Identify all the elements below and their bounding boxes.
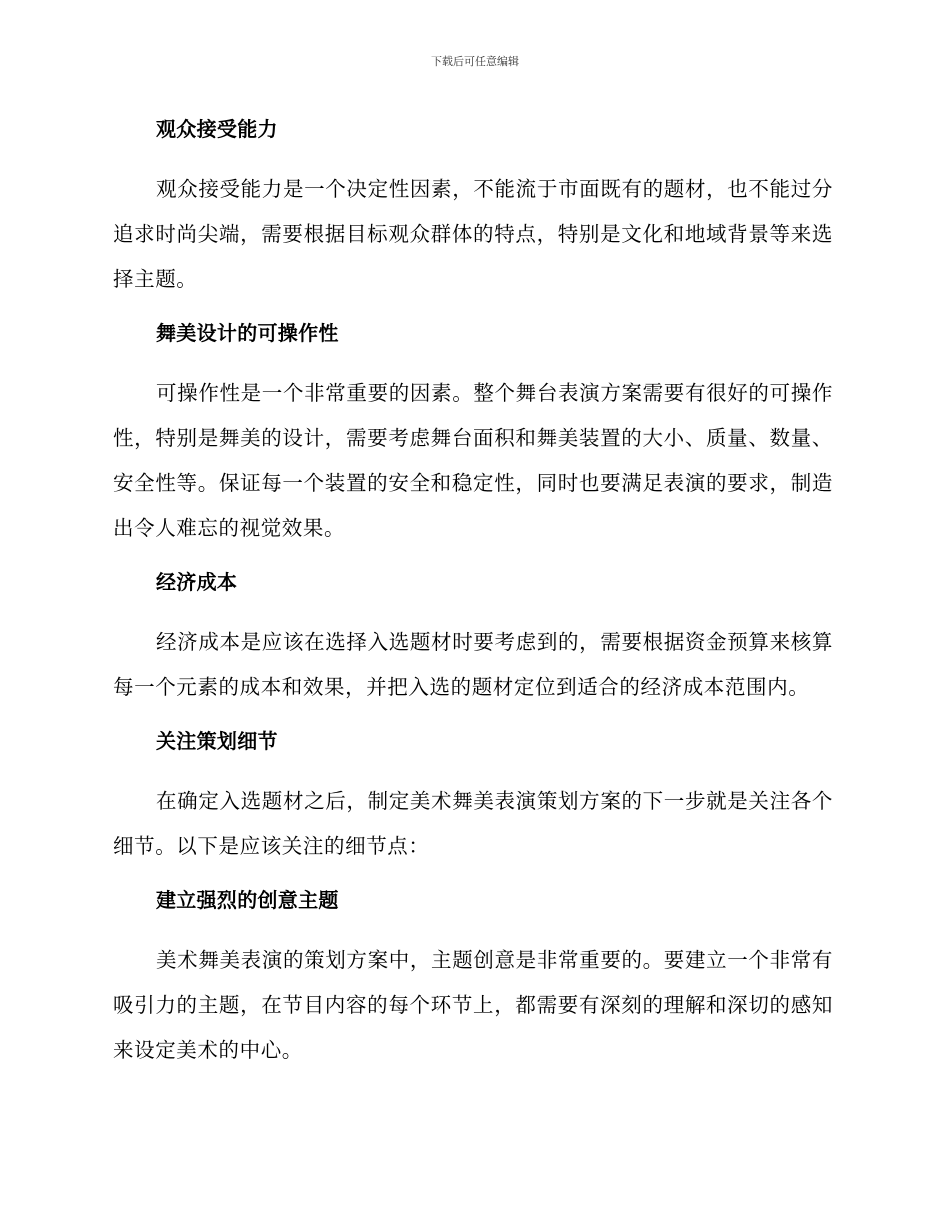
page-header: 下载后可任意编辑 [431,55,519,68]
section-paragraph: 经济成本是应该在选择入选题材时要考虑到的，需要根据资金预算来核算每一个元素的成本和效果，并把入选的题材定位到适合的经济成本范围内。 [113,630,833,699]
section-heading: 经济成本 [156,570,238,594]
section-paragraph: 可操作性是一个非常重要的因素。整个舞台表演方案需要有很好的可操作性，特别是舞美的设计，需要考虑舞台面积和舞美装置的大小、质量、数量、安全性等。保证每一个装置的安全和稳定性，同时也要满足表演的要求，制造出令人难忘的视觉效果。 [113,381,833,540]
section-heading: 舞美设计的可操作性 [156,321,339,345]
section-paragraph: 在确定入选题材之后，制定美术舞美表演策划方案的下一步就是关注各个细节。以下是应该关注的细节点： [113,789,833,858]
section-heading: 关注策划细节 [156,729,278,753]
document-body [113,112,833,1073]
section-heading: 建立强烈的创意主题 [156,888,339,912]
section-paragraph: 美术舞美表演的策划方案中，主题创意是非常重要的。要建立一个非常有吸引力的主题，在节目内容的每个环节上，都需要有深刻的理解和深切的感知来设定美术的中心。 [113,948,833,1062]
section-paragraph: 观众接受能力是一个决定性因素，不能流于市面既有的题材，也不能过分追求时尚尖端，需要根据目标观众群体的特点，特别是文化和地域背景等来选择主题。 [113,177,833,291]
section-heading: 观众接受能力 [156,117,278,141]
